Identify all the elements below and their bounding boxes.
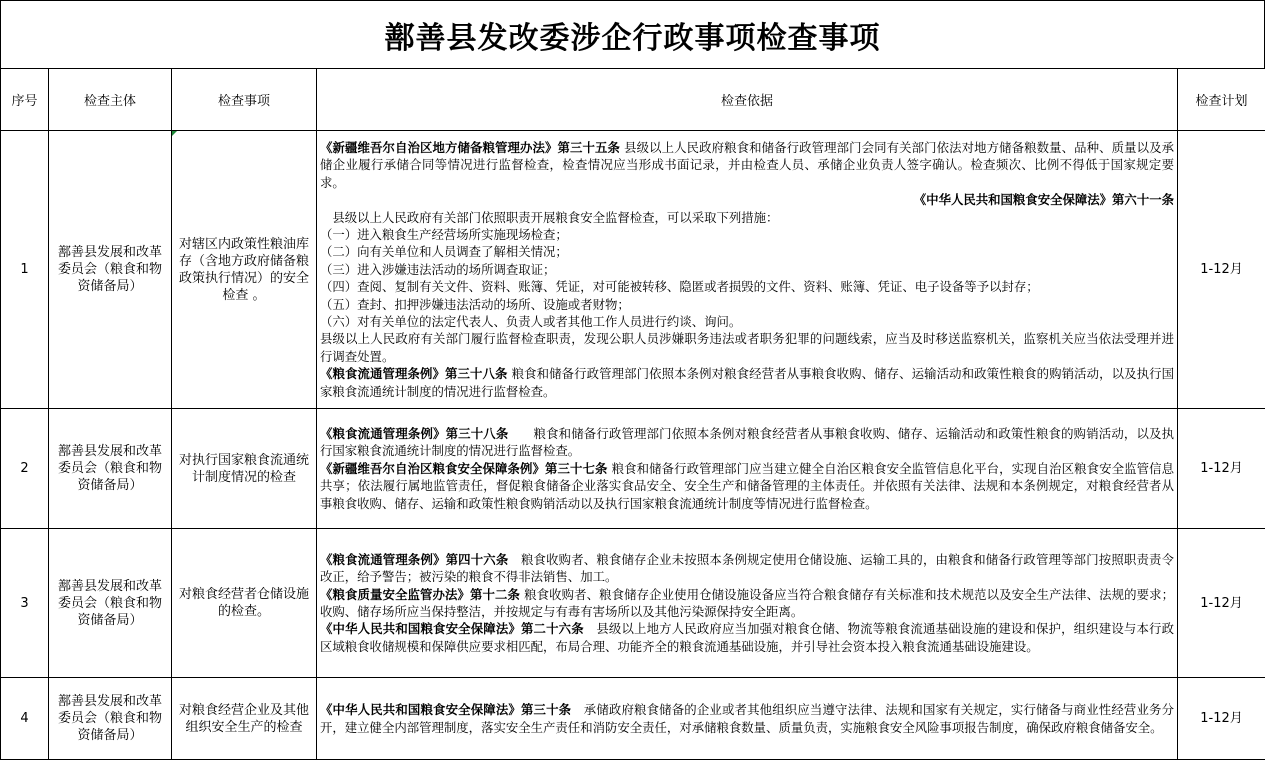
cell-item[interactable]: 对辖区内政策性粮油库存（含地方政府储备粮政策执行情况）的安全检查 。 (172, 131, 317, 409)
cell-basis[interactable] (317, 409, 1178, 529)
law-citation: 《新疆维吾尔自治区地方储备粮管理办法》第三十五条 (320, 140, 620, 155)
law-text: 县级以上地方人民政府应当加强对粮食仓储、物流等粮食流通基础设施的建设和保护，组织建设与本行政区域粮食收储规模和保障供应要求相匹配，布局合理、功能齐全的粮食流通基础设施，并引导社会资本投入粮食流通基础设施建设。 (320, 621, 1174, 653)
law-text: 粮食和储备行政管理部门依照本条例对粮食经营者从事粮食收购、储存、运输活动和政策性粮食的购销活动，以及执行国家粮食流通统计制度的情况进行监督检查。 (320, 426, 1174, 458)
cell-subject[interactable]: 鄯善县发展和改革委员会（粮食和物资储备局） (49, 131, 172, 409)
cell-plan[interactable]: 1-12月 (1178, 529, 1265, 678)
basis-list-item: （一）进入粮食生产经营场所实施现场检查； (320, 226, 1174, 243)
law-citation: 《中华人民共和国粮食安全保障法》第三十条 (320, 702, 571, 717)
header-basis[interactable]: 检查依据 (317, 69, 1178, 131)
basis-paragraph (320, 620, 1174, 655)
law-text: 县级以上人民政府粮食和储备行政管理部门会同有关部门依法对地方储备粮数量、品种、质量以及承储企业履行承储合同等情况进行监督检查，检查情况应当形成书面记录，并由检查人员、承储企业负责人签字确认。检查频次、比例不得低于国家规定要求。 (320, 140, 1174, 190)
basis-paragraph (320, 586, 1174, 621)
law-text: 县级以上人民政府有关部门依照职责开展粮食安全监督检查，可以采取下列措施： (320, 210, 778, 225)
cell-subject[interactable]: 鄯善县发展和改革委员会（粮食和物资储备局） (49, 409, 172, 529)
basis-paragraph (320, 139, 1174, 191)
law-citation: 《新疆维吾尔自治区粮食安全保障条例》第三十七条 (320, 461, 608, 476)
law-text: 粮食和储备行政管理部门应当建立健全自治区粮食安全监管信息化平台，实现自治区粮食安全监管信息共享；依法履行属地监管责任，督促粮食储备企业落实食品安全、安全生产和储备管理的主体责任。并依照有关法律、法规和本条例规定，对粮食经营者从事粮食收购、储存、运输和政策性粮食购销活动以及执行国家粮食流通统计制度等情况进行监督检查。 (320, 461, 1174, 511)
cell-basis[interactable] (317, 678, 1178, 760)
cell-seq[interactable]: 3 (1, 529, 49, 678)
basis-paragraph (320, 460, 1174, 512)
law-text: 承储政府粮食储备的企业或者其他组织应当遵守法律、法规和国家有关规定，实行储备与商业性经营业务分开，建立健全内部管理制度，落实安全生产责任和消防安全责任，对承储粮食数量、质量负责，实施粮食安全风险事项报告制度，确保政府粮食储备安全。 (320, 702, 1174, 734)
table-row (1, 131, 1265, 409)
table-row (1, 409, 1265, 529)
law-text: 粮食收购者、粮食储存企业未按照本条例规定使用仓储设施、运输工具的，由粮食和储备行政管理等部门按照职责责令改正，给予警告；被污染的粮食不得非法销售、加工。 (320, 552, 1174, 584)
basis-paragraph (320, 701, 1174, 736)
cell-seq[interactable]: 4 (1, 678, 49, 760)
cell-item[interactable]: 对粮食经营者仓储设施的检查。 (172, 529, 317, 678)
cell-basis[interactable] (317, 131, 1178, 409)
law-citation: 《粮食流通管理条例》第三十八条 (320, 366, 508, 381)
cell-seq[interactable]: 2 (1, 409, 49, 529)
cell-subject[interactable]: 鄯善县发展和改革委员会（粮食和物资储备局） (49, 529, 172, 678)
basis-list-item: （三）进入涉嫌违法活动的场所调查取证； (320, 261, 1174, 278)
basis-list-item: （二）向有关单位和人员调查了解相关情况； (320, 243, 1174, 260)
header-subject[interactable]: 检查主体 (49, 69, 172, 131)
page-title: 鄯善县发改委涉企行政事项检查事项 (0, 0, 1265, 68)
cell-subject[interactable]: 鄯善县发展和改革委员会（粮食和物资储备局） (49, 678, 172, 760)
cell-item[interactable]: 对粮食经营企业及其他组织安全生产的检查 (172, 678, 317, 760)
cell-plan[interactable]: 1-12月 (1178, 409, 1265, 529)
basis-list-item: （五）查封、扣押涉嫌违法活动的场所、设施或者财物； (320, 296, 1174, 313)
cell-plan[interactable]: 1-12月 (1178, 131, 1265, 409)
law-citation: 《粮食质量安全监管办法》第十二条 (320, 587, 520, 602)
header-item[interactable]: 检查事项 (172, 69, 317, 131)
cell-plan[interactable]: 1-12月 (1178, 678, 1265, 760)
basis-paragraph (320, 551, 1174, 586)
inspection-table (0, 68, 1265, 760)
law-citation: 《中华人民共和国粮食安全保障法》第二十六条 (320, 621, 584, 636)
cell-seq[interactable]: 1 (1, 131, 49, 409)
law-citation: 《粮食流通管理条例》第三十八条 (320, 426, 508, 441)
basis-paragraph (320, 209, 1174, 226)
header-row (1, 69, 1265, 131)
law-citation: 《中华人民共和国粮食安全保障法》第六十一条 (914, 192, 1174, 207)
law-text: 粮食和储备行政管理部门依照本条例对粮食经营者从事粮食收购、储存、运输活动和政策性粮食的购销活动，以及执行国家粮食流通统计制度的情况进行监督检查。 (320, 366, 1174, 398)
table-row (1, 678, 1265, 760)
cell-item[interactable]: 对执行国家粮食流通统计制度情况的检查 (172, 409, 317, 529)
header-seq[interactable]: 序号 (1, 69, 49, 131)
law-text: 粮食收购者、粮食储存企业使用仓储设施设备应当符合粮食储存有关标准和技术规范以及安全生产法律、法规的要求；收购、储存场所应当保持整洁，并按规定与有毒有害场所以及其他污染源保持安全距离。 (320, 587, 1174, 619)
basis-paragraph (320, 365, 1174, 400)
basis-paragraph (320, 425, 1174, 460)
table-row (1, 529, 1265, 678)
basis-paragraph (320, 191, 1174, 208)
basis-paragraph: 县级以上人民政府有关部门履行监督检查职责，发现公职人员涉嫌职务违法或者职务犯罪的问题线索，应当及时移送监察机关，监察机关应当依法受理并进行调查处置。 (320, 330, 1174, 365)
basis-list-item: （四）查阅、复制有关文件、资料、账簿、凭证，对可能被转移、隐匿或者损毁的文件、资料、账簿、凭证、电子设备等予以封存； (320, 278, 1174, 295)
cell-basis[interactable] (317, 529, 1178, 678)
law-citation: 《粮食流通管理条例》第四十六条 (320, 552, 508, 567)
header-plan[interactable]: 检查计划 (1178, 69, 1265, 131)
basis-list-item: （六）对有关单位的法定代表人、负责人或者其他工作人员进行约谈、询问。 (320, 313, 1174, 330)
